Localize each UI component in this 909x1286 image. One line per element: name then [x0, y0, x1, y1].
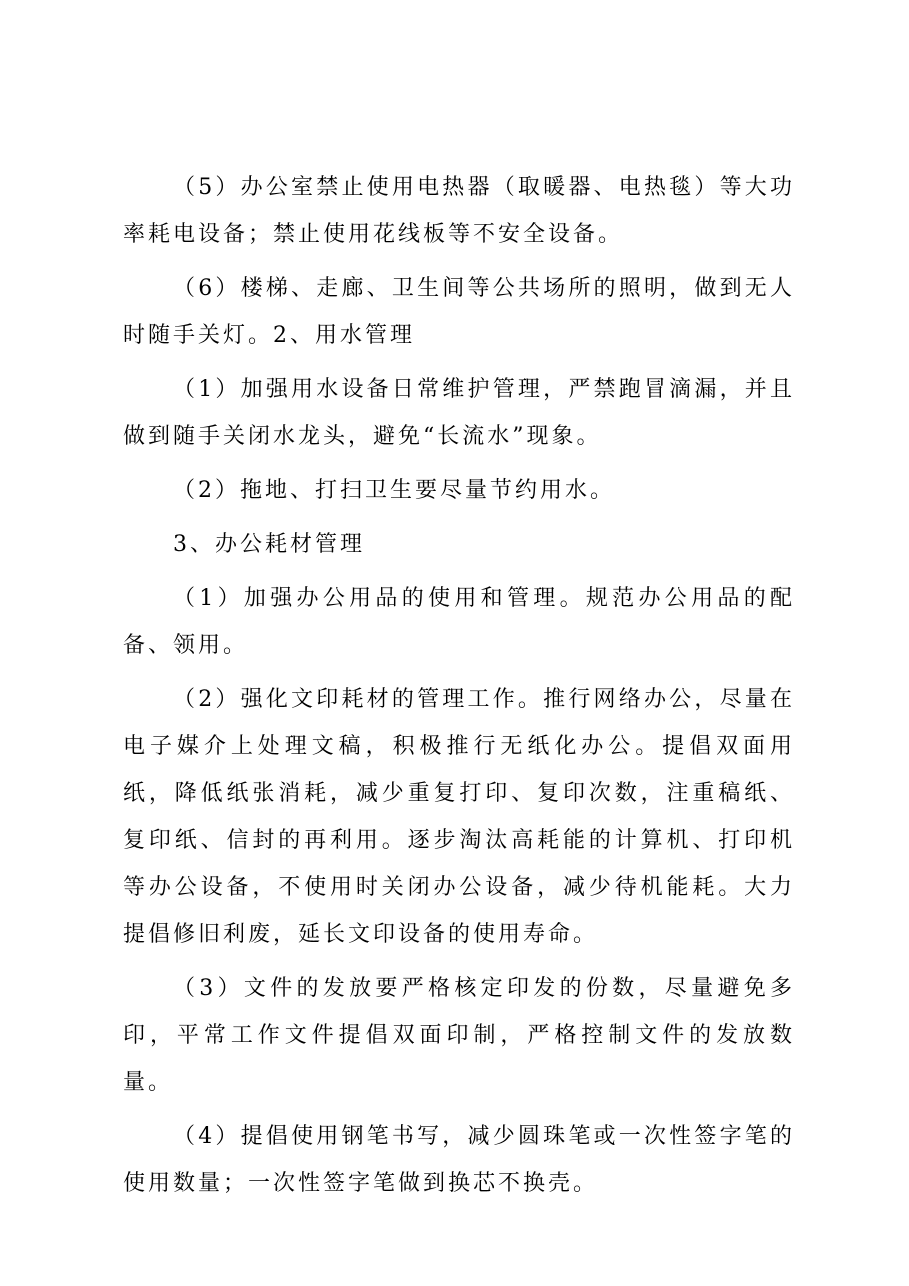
paragraph-supplies-item-3: （3）文件的发放要严格核定印发的份数，尽量避免多印，平常工作文件提倡双面印制，严格控制文件的发放数量。 [123, 976, 795, 1095]
document-body [123, 164, 795, 1214]
paragraph-supplies-item-2: （2）强化文印耗材的管理工作。推行网络办公，尽量在电子媒介上处理文稿，积极推行无纸化办公。提倡双面用纸，降低纸张消耗，减少重复打印、复印次数，注重稿纸、复印纸、信封的再利用。逐步淘汰高耗能的计算机、打印机等办公设备，不使用时关闭办公设备，减少待机能耗。大力提倡修旧利废，延长文印设备的使用寿命。 [123, 687, 795, 947]
paragraph-water-item-1: （1）加强用水设备日常维护管理，严禁跑冒滴漏，并且做到随手关闭水龙头，避免“长流水”现象。 [123, 377, 795, 449]
section-heading-office-supplies: 3、办公耗材管理 [173, 532, 365, 557]
paragraph-water-item-2: （2）拖地、打扫卫生要尽量节约用水。 [173, 478, 615, 503]
paragraph-supplies-item-1: （1）加强办公用品的使用和管理。规范办公用品的配备、领用。 [123, 586, 795, 658]
paragraph-item-5-electric-heaters: （5）办公室禁止使用电热器（取暖器、电热毯）等大功率耗电设备；禁止使用花线板等不安全设备。 [123, 175, 795, 247]
paragraph-item-6-public-lighting: （6）楼梯、走廊、卫生间等公共场所的照明，做到无人时随手关灯。2、用水管理 [123, 276, 795, 348]
paragraph-supplies-item-4: （4）提倡使用钢笔书写，减少圆珠笔或一次性签字笔的使用数量；一次性签字笔做到换芯不换壳。 [123, 1124, 795, 1196]
